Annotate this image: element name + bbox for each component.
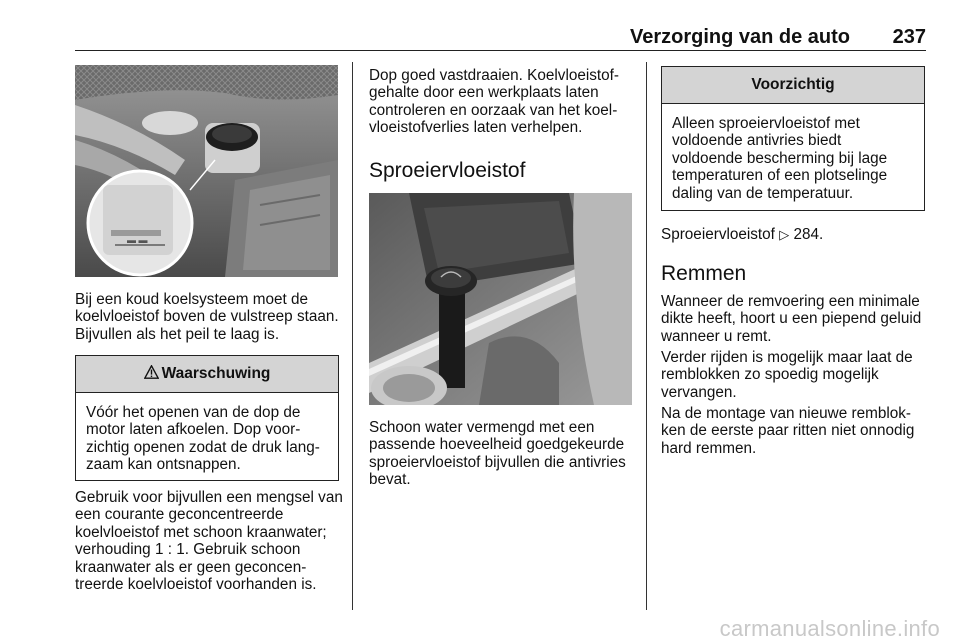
cap-tighten-paragraph: Dop goed vastdraaien. Koelvloeistofgehalte door een werkplaats laten controleren en oorzaak van het koelvloeistofverlies laten verhelpen. — [369, 67, 620, 137]
warning-box — [75, 355, 339, 481]
column-divider-right — [646, 62, 647, 610]
watermark: carmanualsonline.info — [719, 616, 940, 641]
warning-triangle-icon — [144, 365, 159, 384]
washer-fluid-reference — [661, 226, 925, 243]
warning-header — [76, 356, 338, 393]
page-header-title: Verzorging van de auto — [629, 26, 850, 48]
washer-fluid-paragraph: Schoon water vermengd met een passende hoeveelheid goedgekeurde sproeiervloeistof bijvullen die antivries bevat. — [369, 419, 626, 489]
brake-replace-paragraph: Verder rijden is mogelijk maar laat de remblokken zo spoedig mogelijk vervangen. — [661, 349, 913, 401]
page-reference-arrow-icon: ▷ — [779, 227, 790, 242]
reference-text: Sproeiervloeistof — [661, 226, 775, 243]
caution-body: Alleen sproeiervloeistof met voldoende antivries biedt voldoende bescherming bij lage temperaturen of een plotselinge daling van de temperatuur. — [672, 115, 888, 202]
page-number: 237 — [892, 26, 926, 48]
washer-fluid-heading: Sproeiervloeistof — [369, 159, 526, 182]
header-rule — [75, 50, 926, 51]
brakes-heading: Remmen — [661, 262, 747, 285]
coolant-level-paragraph: Bij een koud koelsysteem moet de koelvloeistof boven de vulstreep staan. Bijvullen als het peil te laag is. — [75, 291, 339, 343]
brake-wear-paragraph: Wanneer de remvoering een minimale dikte heeft, hoort u een piepend geluid wanneer u remt. — [661, 293, 922, 345]
caution-title: Voorzichtig — [751, 76, 835, 93]
column-divider-left — [352, 62, 353, 610]
coolant-mixture-paragraph: Gebruik voor bijvullen een mengsel van een courante geconcentreerde koelvloeistof met schoon kraanwater; verhouding 1 : 1. Gebruik schoon kraanwater als er geen geconcentreerde koelvloeistof voorhanden is. — [75, 489, 343, 594]
washer-fluid-photo — [369, 193, 632, 405]
caution-box — [661, 66, 925, 211]
new-pads-paragraph: Na de montage van nieuwe remblokken de eerste paar ritten niet onnodig hard remmen. — [661, 405, 915, 457]
svg-text:▬ ▬: ▬ ▬ — [127, 235, 148, 245]
warning-title: Waarschuwing — [161, 365, 271, 382]
caution-header — [662, 67, 924, 104]
coolant-reservoir-photo — [75, 65, 338, 277]
warning-body: Vóór het openen van de dop de motor laten afkoelen. Dop voorzichtig openen zodat de druk langzaam kan ontsnappen. — [86, 404, 320, 474]
reference-page: 284. — [793, 226, 824, 243]
